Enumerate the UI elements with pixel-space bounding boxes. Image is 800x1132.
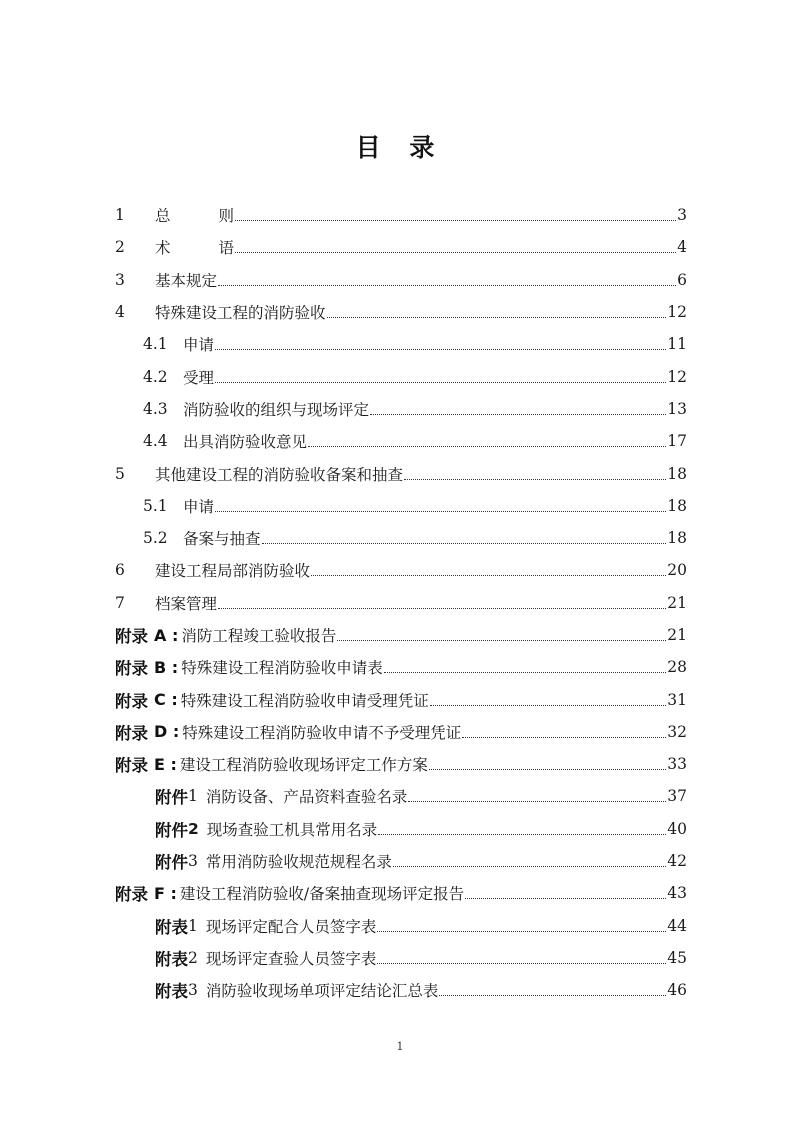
table-tag: 附表	[155, 949, 188, 969]
toc-number: 3	[115, 270, 125, 289]
appendix-tag: 附录	[115, 885, 148, 905]
table-index: 3	[188, 981, 198, 1000]
toc-entry-5-2[interactable]	[115, 522, 687, 554]
dot-leader	[430, 690, 667, 710]
toc-label: 现场评定查验人员签字表	[205, 949, 377, 968]
toc-page: 20	[667, 561, 687, 580]
dot-leader	[337, 625, 666, 645]
toc-page: 18	[667, 464, 687, 483]
dot-leader	[218, 593, 666, 613]
toc-number: 4	[115, 303, 125, 322]
dot-leader	[308, 431, 666, 451]
toc-page: 4	[677, 238, 687, 257]
toc-label: 建设工程消防验收/备案抽查现场评定报告	[179, 885, 465, 904]
dot-leader	[215, 496, 666, 516]
toc-page: 11	[667, 335, 687, 354]
toc-label: 现场评定配合人员签字表	[205, 917, 377, 936]
toc-page: 28	[667, 658, 687, 677]
toc-table-1[interactable]	[115, 910, 687, 942]
dot-leader	[311, 560, 666, 580]
toc-label: 受理	[183, 368, 215, 387]
toc-appendix-d[interactable]	[115, 716, 687, 748]
page-number: 1	[396, 1040, 404, 1053]
toc-number: 7	[115, 593, 125, 612]
toc-entry-6[interactable]	[115, 554, 687, 586]
toc-appendix-f[interactable]	[115, 877, 687, 909]
dot-leader	[235, 205, 676, 225]
toc-table-2[interactable]	[115, 942, 687, 974]
table-index: 1	[188, 916, 198, 935]
appendix-tag: 附录	[115, 756, 148, 776]
dot-leader	[377, 916, 666, 936]
toc-entry-5-1[interactable]	[115, 490, 687, 522]
dot-leader	[408, 786, 666, 806]
toc-label: 特殊建设工程消防验收申请不予受理凭证	[182, 723, 462, 742]
toc-label: 基本规定	[155, 271, 218, 290]
toc-page: 31	[667, 690, 687, 709]
toc-page: 46	[667, 981, 687, 1000]
attachment-tag: 附件	[155, 853, 188, 873]
toc-entry-4-1[interactable]	[115, 328, 687, 360]
dot-leader	[262, 528, 667, 548]
attachment-index: 2	[188, 819, 199, 838]
toc-label: 消防设备、产品资料查验名录	[205, 788, 408, 807]
toc-appendix-c[interactable]	[115, 683, 687, 715]
appendix-letter: C :	[154, 690, 178, 710]
toc-page: 12	[667, 303, 687, 322]
table-tag: 附表	[155, 982, 188, 1002]
table-tag: 附表	[155, 917, 188, 937]
dot-leader	[327, 302, 667, 322]
appendix-letter: E :	[154, 754, 177, 774]
toc-number: 2	[115, 238, 125, 257]
appendix-tag: 附录	[115, 659, 148, 679]
dot-leader	[429, 754, 666, 774]
toc-attachment-2[interactable]	[115, 813, 687, 845]
toc-page: 18	[667, 529, 687, 548]
toc-page: 21	[667, 593, 687, 612]
toc-label: 备案与抽查	[183, 530, 261, 549]
toc-label: 现场查验工机具常用名录	[206, 820, 378, 839]
dot-leader	[370, 399, 666, 419]
toc-label: 术 语	[155, 239, 235, 258]
toc-page: 3	[677, 206, 687, 225]
toc-label: 特殊建设工程的消防验收	[155, 304, 326, 323]
page-title: 目 录	[355, 133, 445, 162]
attachment-index: 3	[188, 852, 198, 871]
toc-number: 4.3	[143, 399, 168, 418]
toc-label: 其他建设工程的消防验收备案和抽查	[155, 465, 404, 484]
dot-leader	[215, 334, 666, 354]
dot-leader	[218, 270, 676, 290]
toc-label: 消防验收现场单项评定结论汇总表	[205, 982, 439, 1001]
dot-leader	[462, 722, 666, 742]
attachment-index: 1	[188, 787, 198, 806]
toc-entry-5[interactable]	[115, 457, 687, 489]
toc-number: 5.2	[143, 529, 168, 548]
toc-label: 特殊建设工程消防验收申请表	[181, 659, 383, 678]
toc-page: 43	[667, 884, 687, 903]
toc-page: 12	[667, 367, 687, 386]
appendix-tag: 附录	[115, 627, 148, 646]
toc-page: 45	[667, 948, 687, 967]
appendix-letter: A :	[154, 625, 179, 645]
toc-number: 1	[115, 206, 125, 225]
toc-label: 申请	[183, 497, 215, 516]
appendix-tag: 附录	[115, 691, 148, 711]
table-of-contents	[115, 199, 687, 1006]
toc-appendix-e[interactable]	[115, 748, 687, 780]
toc-page: 33	[667, 755, 687, 774]
toc-entry-4-2[interactable]	[115, 360, 687, 392]
toc-page: 6	[677, 270, 687, 289]
dot-leader	[404, 464, 666, 484]
toc-label: 总 则	[155, 207, 235, 226]
toc-label: 常用消防验收规范规程名录	[205, 853, 392, 872]
toc-number: 5	[115, 464, 125, 483]
toc-table-3[interactable]	[115, 974, 687, 1006]
appendix-letter: D :	[154, 722, 180, 742]
toc-page: 40	[667, 819, 687, 838]
toc-page: 37	[667, 787, 687, 806]
toc-number: 4.2	[143, 367, 168, 386]
toc-label: 建设工程消防验收现场评定工作方案	[179, 756, 428, 775]
toc-entry-3[interactable]	[115, 264, 687, 296]
dot-leader	[439, 980, 666, 1000]
toc-entry-4[interactable]	[115, 296, 687, 328]
dot-leader	[235, 237, 676, 257]
toc-page: 13	[667, 399, 687, 418]
toc-appendix-a[interactable]	[115, 619, 687, 651]
toc-page: 17	[667, 432, 687, 451]
toc-page: 21	[667, 626, 687, 644]
toc-attachment-3[interactable]	[115, 845, 687, 877]
attachment-tag: 附件	[155, 820, 188, 840]
toc-label: 消防工程竣工验收报告	[181, 627, 337, 645]
toc-label: 建设工程局部消防验收	[155, 562, 311, 581]
dot-leader	[393, 851, 666, 871]
toc-label: 消防验收的组织与现场评定	[183, 400, 370, 419]
toc-page: 44	[667, 916, 687, 935]
toc-entry-2[interactable]	[115, 231, 687, 263]
toc-entry-4-3[interactable]	[115, 393, 687, 425]
dot-leader	[378, 819, 666, 839]
toc-label: 档案管理	[155, 594, 218, 613]
toc-number: 6	[115, 561, 125, 580]
appendix-tag: 附录	[115, 723, 148, 743]
table-index: 2	[188, 948, 198, 967]
attachment-tag: 附件	[155, 788, 188, 808]
toc-label: 特殊建设工程消防验收申请受理凭证	[180, 691, 429, 710]
appendix-letter: B :	[154, 657, 179, 677]
toc-appendix-b[interactable]	[115, 651, 687, 683]
toc-attachment-1[interactable]	[115, 780, 687, 812]
dot-leader	[384, 657, 667, 677]
toc-entry-7[interactable]	[115, 587, 687, 619]
toc-label: 申请	[183, 336, 215, 355]
toc-page: 42	[667, 852, 687, 871]
toc-page: 32	[667, 722, 687, 741]
toc-entry-1[interactable]	[115, 199, 687, 231]
toc-page: 18	[667, 496, 687, 515]
toc-entry-4-4[interactable]	[115, 425, 687, 457]
appendix-letter: F :	[154, 883, 177, 903]
dot-leader	[465, 883, 666, 903]
toc-number: 5.1	[143, 496, 168, 515]
dot-leader	[215, 367, 666, 387]
toc-label: 出具消防验收意见	[183, 433, 308, 452]
toc-number: 4.1	[143, 335, 168, 354]
dot-leader	[377, 948, 666, 968]
toc-number: 4.4	[143, 432, 168, 451]
